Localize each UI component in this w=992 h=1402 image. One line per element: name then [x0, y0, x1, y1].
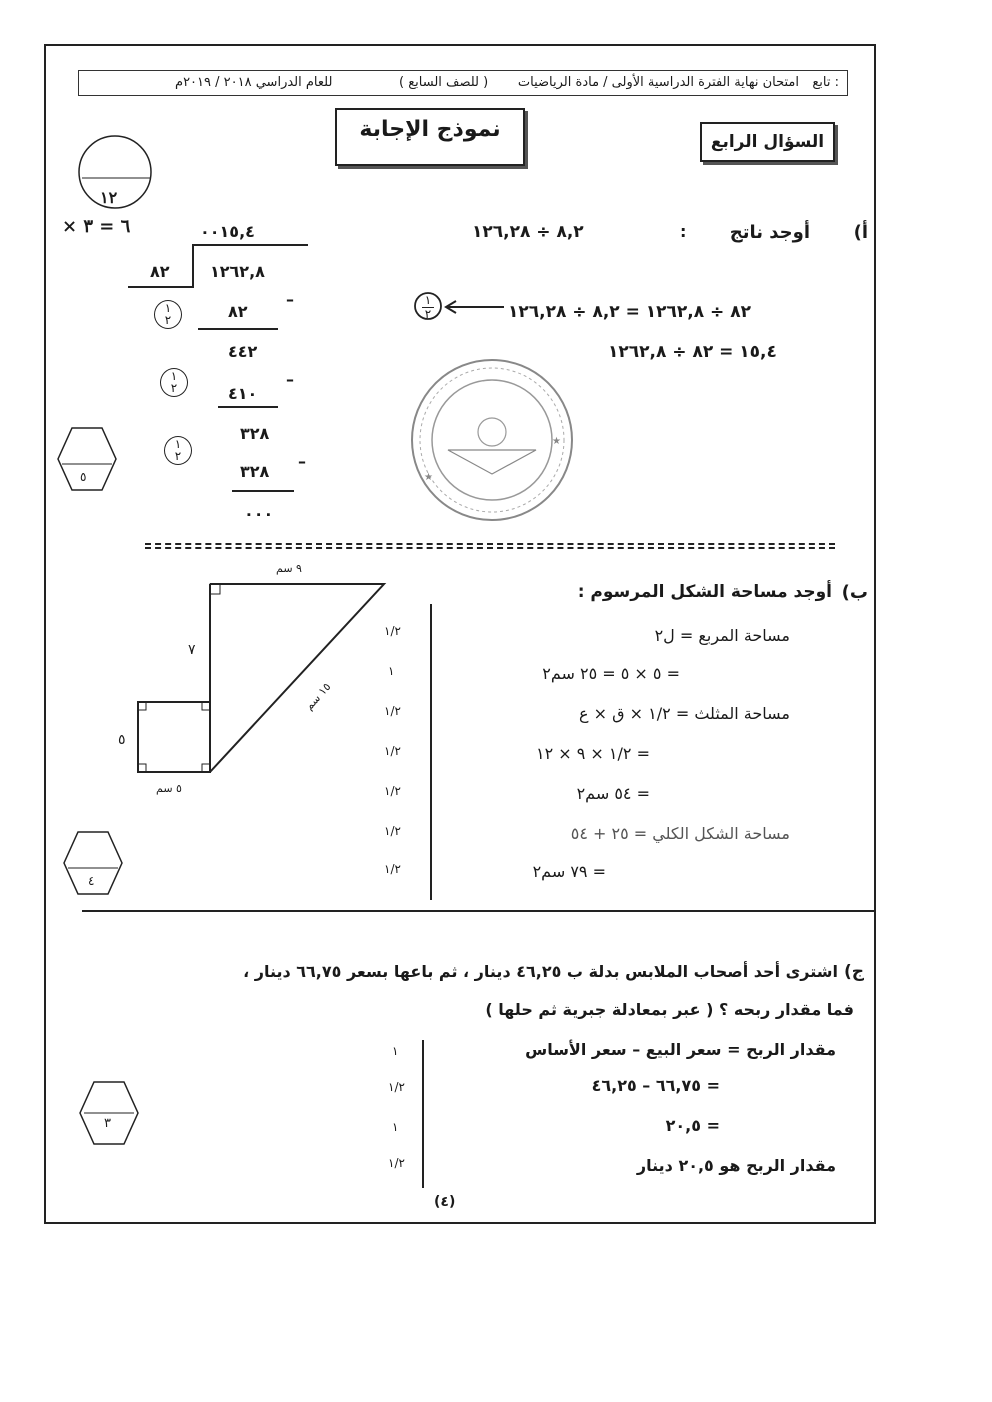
- part-c-line: مقدار الربح هو ٢٠,٥ دينار: [636, 1156, 836, 1175]
- part-c-mark: ١/٢: [388, 1080, 405, 1094]
- header-continuation: تابع :: [812, 75, 839, 90]
- division-sub2: ٤١٠: [228, 384, 258, 403]
- division-line2: [218, 406, 278, 408]
- header-year: للعام الدراسي ٢٠١٨ / ٢٠١٩م: [175, 75, 333, 90]
- division-divisor: ٨٢: [150, 262, 170, 281]
- minus-sign-3: –: [298, 452, 306, 471]
- division-bar: [192, 244, 308, 246]
- division-rem3: ٠٠٠: [244, 504, 274, 523]
- score-calc: × ٦ = ٣: [62, 216, 131, 237]
- part-c-hex-score: ٣: [104, 1116, 111, 1131]
- part-a-step1: ٨٢ ÷ ١٢٦٢,٨ = ٨,٢ ÷ ١٢٦,٢٨: [508, 302, 751, 322]
- stamp-icon: [404, 356, 580, 524]
- half-mark-circle: ١ ٢: [164, 436, 192, 465]
- answer-model-title: نموذج الإجابة: [335, 108, 525, 166]
- figure-square-side-label: ٥: [118, 732, 126, 748]
- part-b-hex-score: ٤: [88, 874, 95, 888]
- minus-sign-2: –: [286, 370, 294, 389]
- part-b-line: مساحة المثلث = ١/٢ × ق × ع: [579, 704, 790, 723]
- exam-header: [78, 70, 848, 96]
- score-circle-icon: [70, 130, 170, 210]
- figure-hyp-label: ١٥ سم: [302, 680, 334, 713]
- minus-sign-1: –: [286, 290, 294, 309]
- page-number: (٤): [434, 1194, 456, 1210]
- score-hexagon-icon: [78, 1080, 140, 1146]
- division-sub3: ٣٢٨: [240, 462, 270, 481]
- header-exam: امتحان نهاية الفترة الدراسية الأولى / مادة الرياضيات: [517, 75, 799, 90]
- part-b-mark: ١/٢: [384, 744, 401, 758]
- half-mark-circle: ١ ٢: [154, 300, 182, 329]
- score-hexagon-icon: [56, 426, 118, 492]
- section-separator: [145, 543, 835, 549]
- part-b-mark: ١/٢: [384, 704, 401, 718]
- half-mark: ١ ٢: [420, 295, 436, 320]
- part-c-prompt-line1: اشترى أحد أصحاب الملابس بدلة ب ٤٦,٢٥ دينار ، ثم باعها بسعر ٦٦,٧٥ دينار ،: [243, 962, 838, 981]
- figure-height-label: ٧: [188, 642, 196, 658]
- svg-text:★: ★: [552, 436, 561, 447]
- division-rem1: ٤٤٢: [228, 342, 258, 361]
- score-total: ١٢: [100, 188, 118, 207]
- part-b-line: مساحة الشكل الكلي = ٢٥ + ٥٤: [570, 824, 790, 843]
- question-title: السؤال الرابع: [700, 122, 835, 162]
- part-b-mark: ١/٢: [384, 784, 401, 798]
- part-b-prompt: أوجد مساحة الشكل المرسوم :: [577, 582, 832, 602]
- part-a-expression: ٨,٢ ÷ ١٢٦,٢٨: [472, 222, 584, 242]
- part-a-prompt: أوجد ناتج: [729, 222, 810, 243]
- part-c-mark: ١: [392, 1120, 399, 1134]
- part-c-line: = ٢٠,٥: [665, 1116, 720, 1135]
- division-dividend: ١٢٦٢,٨: [210, 262, 265, 281]
- part-b-line: = ٧٩ سم٢: [532, 862, 606, 881]
- part-a-colon: :: [680, 222, 687, 241]
- division-sub1: ٨٢: [228, 302, 248, 321]
- part-c-mark: ١: [392, 1044, 399, 1058]
- part-a-label: أ): [853, 222, 868, 243]
- part-c-prompt-line2: فما مقدار ربحه ؟ ( عبر بمعادلة جبرية ثم حلها ): [485, 1000, 854, 1019]
- part-b-line: مساحة المربع = ل٢: [654, 626, 790, 645]
- svg-text:★: ★: [424, 472, 433, 483]
- part-b-mark: ١: [388, 664, 395, 678]
- part-c-mark: ١/٢: [388, 1156, 405, 1170]
- half-mark-circle: ١ ٢: [160, 368, 188, 397]
- part-c-label: ج): [843, 962, 864, 982]
- divisor-underline: [128, 286, 192, 288]
- part-c-line: = ٦٦,٧٥ – ٤٦,٢٥: [591, 1076, 720, 1095]
- geometry-figure: [120, 560, 400, 800]
- part-b-mark: ١/٢: [384, 624, 401, 638]
- part-b-label: ب): [841, 582, 868, 603]
- division-quotient: ٠٠١٥,٤: [200, 222, 255, 241]
- part-a-hex-score: ٥: [80, 470, 87, 484]
- division-rem2: ٣٢٨: [240, 424, 270, 443]
- part-b-mark: ١/٢: [384, 862, 401, 876]
- division-bracket: [192, 244, 194, 288]
- section-line: [82, 910, 874, 912]
- figure-top-label: ٩ سم: [276, 562, 302, 575]
- part-b-divider: [430, 604, 432, 900]
- part-b-line: = ٥ × ٥ = ٢٥ سم٢: [542, 664, 680, 683]
- division-line1: [198, 328, 278, 330]
- part-b-line: = ٥٤ سم٢: [576, 784, 650, 803]
- header-grade: ( للصف السابع ): [399, 75, 489, 90]
- figure-square-bottom-label: ٥ سم: [156, 782, 182, 795]
- part-c-line: مقدار الربح = سعر البيع – سعر الأساس: [525, 1040, 836, 1059]
- division-line3: [232, 490, 294, 492]
- part-a-step2: ١٥,٤ = ٨٢ ÷ ١٢٦٢,٨: [608, 342, 777, 362]
- part-c-divider: [422, 1040, 424, 1188]
- part-b-line: = ١/٢ × ٩ × ١٢: [535, 744, 650, 763]
- part-b-mark: ١/٢: [384, 824, 401, 838]
